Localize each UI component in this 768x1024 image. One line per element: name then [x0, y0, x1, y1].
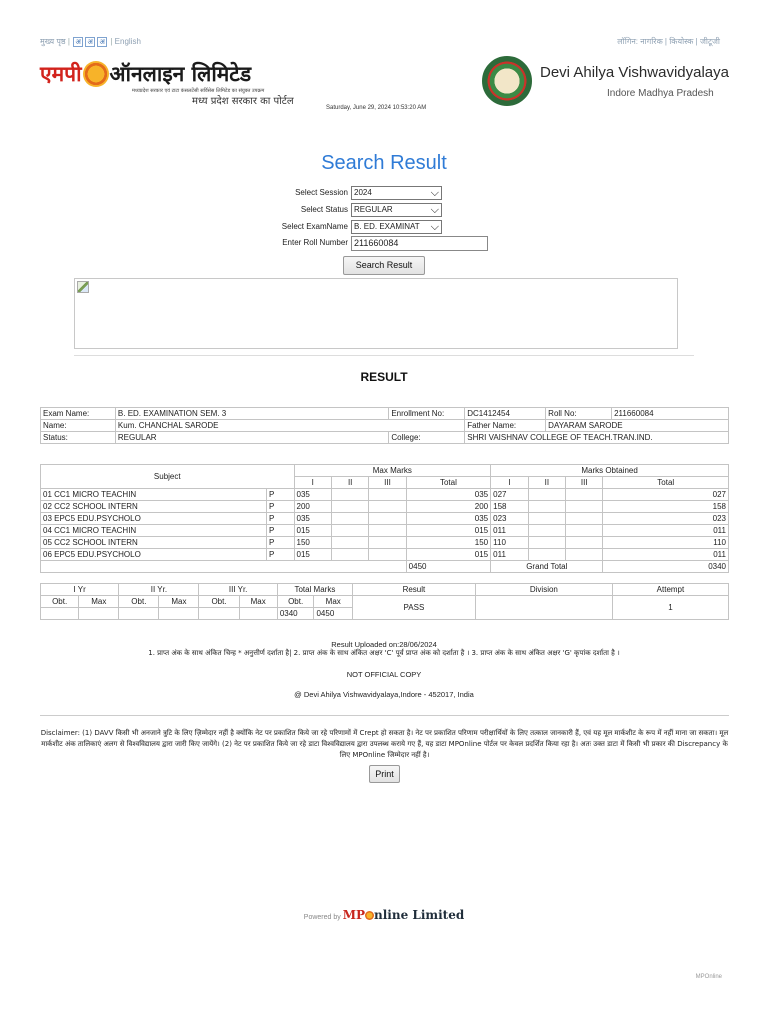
exam-label: Select ExamName	[281, 222, 348, 231]
max-i-cell: 150	[294, 537, 332, 549]
chevron-down-icon: ⌵	[430, 204, 439, 216]
not-official-copy: NOT OFFICIAL COPY	[346, 670, 422, 679]
division-header: Division	[475, 584, 612, 596]
type-cell: P	[266, 501, 294, 513]
grand-total-row	[41, 561, 729, 573]
search-result-button[interactable]: Search Result	[343, 256, 425, 275]
obt-i-cell: 158	[491, 501, 529, 513]
divider	[40, 715, 729, 716]
powered-by	[0, 908, 768, 922]
max-label: Max	[239, 596, 277, 608]
obt-i-cell: 023	[491, 513, 529, 525]
chevron-down-icon: ⌵	[430, 187, 439, 199]
exam-row	[0, 220, 768, 235]
blank-cell	[41, 561, 407, 573]
subject-cell: 04 CC1 MICRO TEACHIN	[41, 525, 267, 537]
blank-cell	[119, 608, 159, 620]
subject-cell: 01 CC1 MICRO TEACHIN	[41, 489, 267, 501]
exam-name-label: Exam Name:	[41, 408, 116, 420]
mponline-tagline: मध्यप्रदेश सरकार एवं टाटा कंसलटेंसी सर्विसेस लिमिटेड का संयुक्त उपक्रम	[132, 88, 265, 94]
broken-image-icon	[77, 281, 89, 293]
max-label: Max	[314, 596, 353, 608]
top-bar	[40, 36, 728, 48]
blank-cell	[159, 608, 199, 620]
max-marks-header: Max Marks	[294, 465, 491, 477]
third-year-header: III Yr.	[199, 584, 277, 596]
table-row	[41, 432, 729, 444]
page-title: Search Result	[321, 152, 447, 174]
obt-i-cell: 027	[491, 489, 529, 501]
table-header-row	[41, 465, 729, 477]
session-value: 2024	[354, 188, 372, 197]
max-iii-cell	[369, 501, 406, 513]
obt-ii-cell	[528, 501, 565, 513]
corner-brand: MPOnline	[695, 974, 722, 980]
brand-black-text: ऑनलाइन लिमिटेड	[109, 62, 252, 86]
obt-ii-cell	[528, 489, 565, 501]
blank-cell	[79, 608, 119, 620]
subject-cell: 02 CC2 SCHOOL INTERN	[41, 501, 267, 513]
max-ii-cell	[332, 537, 369, 549]
obt-iii-cell	[566, 537, 603, 549]
obt-label: Obt.	[277, 596, 314, 608]
exam-value: B. ED. EXAMINAT	[354, 222, 420, 231]
attempt-value: 1	[612, 596, 728, 620]
obt-ii-cell	[528, 549, 565, 561]
max-ii-cell	[332, 501, 369, 513]
blank-cell	[199, 608, 239, 620]
roll-number-input[interactable]: 211660084	[351, 236, 488, 251]
max-grand-total: 0450	[406, 561, 490, 573]
exam-name-value: B. ED. EXAMINATION SEM. 3	[115, 408, 388, 420]
home-link[interactable]: मुख्य पृष्ठ	[40, 37, 66, 46]
max-i-cell: 015	[294, 525, 332, 537]
father-value: DAYARAM SARODE	[546, 420, 729, 432]
status-label: Select Status	[300, 205, 348, 214]
table-row	[41, 537, 729, 549]
max-ii-header: II	[332, 477, 369, 489]
total-max-value: 0450	[314, 608, 353, 620]
sun-emblem-icon	[83, 61, 109, 87]
max-total-header: Total	[406, 477, 490, 489]
font-increase-button[interactable]: अ	[97, 37, 107, 47]
table-row	[41, 525, 729, 537]
print-button[interactable]: Print	[369, 765, 400, 783]
college-value: SHRI VAISHNAV COLLEGE OF TEACH.TRAN.IND.	[465, 432, 729, 444]
exam-select[interactable]	[351, 220, 442, 234]
obt-total-cell: 027	[603, 489, 729, 501]
type-cell: P	[266, 525, 294, 537]
obt-iii-cell	[566, 513, 603, 525]
obt-total-cell: 011	[603, 549, 729, 561]
font-normal-button[interactable]: अ	[85, 37, 95, 47]
name-label: Name:	[41, 420, 116, 432]
mponline-o-icon	[365, 911, 374, 920]
table-row	[41, 549, 729, 561]
obt-label: Obt.	[119, 596, 159, 608]
top-bar-left: मुख्य पृष्ठ | अ अ अ | English	[40, 37, 141, 46]
division-value	[475, 596, 612, 620]
max-iii-cell	[369, 489, 406, 501]
max-label: Max	[79, 596, 119, 608]
status-label: Status:	[41, 432, 116, 444]
max-total-cell: 015	[406, 525, 490, 537]
table-row	[41, 513, 729, 525]
obt-iii-cell	[566, 549, 603, 561]
obt-total-header: Total	[603, 477, 729, 489]
second-year-header: II Yr.	[119, 584, 199, 596]
session-select[interactable]	[351, 186, 442, 200]
university-name: Devi Ahilya Vishwavidyalaya	[540, 64, 729, 81]
table-header-row	[41, 584, 729, 596]
max-ii-cell	[332, 525, 369, 537]
table-subheader-row	[41, 596, 729, 608]
obt-i-cell: 110	[491, 537, 529, 549]
chevron-down-icon: ⌵	[430, 221, 439, 233]
max-total-cell: 015	[406, 549, 490, 561]
login-links[interactable]: लॉगिन: नागरिक | कियोस्क | जीटूजी	[617, 37, 720, 46]
obt-ii-cell	[528, 513, 565, 525]
enrollment-label: Enrollment No:	[389, 408, 465, 420]
obt-label: Obt.	[41, 596, 79, 608]
table-row	[41, 420, 729, 432]
obt-i-cell: 011	[491, 549, 529, 561]
university-emblem-icon	[482, 56, 532, 106]
roll-label: Enter Roll Number	[282, 238, 348, 247]
subject-cell: 05 CC2 SCHOOL INTERN	[41, 537, 267, 549]
mponline-portal-text: मध्य प्रदेश सरकार का पोर्टल	[192, 96, 294, 107]
obt-ii-cell	[528, 537, 565, 549]
subject-cell: 06 EPC5 EDU.PSYCHOLO	[41, 549, 267, 561]
university-location: Indore Madhya Pradesh	[607, 88, 714, 99]
table-row	[41, 501, 729, 513]
total-obtained-value: 0340	[277, 608, 314, 620]
obt-total-cell: 158	[603, 501, 729, 513]
obt-i-cell: 011	[491, 525, 529, 537]
obt-iii-cell	[566, 489, 603, 501]
max-iii-cell	[369, 549, 406, 561]
max-i-cell: 035	[294, 489, 332, 501]
max-total-cell: 035	[406, 489, 490, 501]
max-ii-cell	[332, 513, 369, 525]
first-year-header: I Yr	[41, 584, 119, 596]
grand-total-label: Grand Total	[491, 561, 603, 573]
type-cell: P	[266, 537, 294, 549]
type-cell: P	[266, 489, 294, 501]
powered-by-label: Powered by	[303, 914, 341, 921]
marks-notes: 1. प्राप्त अंक के साथ अंकित चिन्ह * अनुत्तीर्ण दर्शाता है| 2. प्राप्त अंक के साथ अंकित अक्षर 'C' पूर्व प्राप्त अंक को दर्शाता है । 3. प्राप्त अंक के साथ अंकित अक्षर 'G' कृपांक दर्शाता है ।	[148, 649, 620, 657]
banner-image-placeholder	[74, 278, 678, 349]
davv-logo	[482, 56, 732, 112]
divider	[74, 355, 694, 356]
obt-iii-cell	[566, 501, 603, 513]
max-i-cell: 200	[294, 501, 332, 513]
result-header: Result	[352, 584, 475, 596]
type-cell: P	[266, 549, 294, 561]
max-iii-cell	[369, 537, 406, 549]
mponline-brand	[40, 60, 251, 88]
max-i-cell: 035	[294, 513, 332, 525]
student-info-table	[40, 407, 729, 444]
subject-cell: 03 EPC5 EDU.PSYCHOLO	[41, 513, 267, 525]
table-row	[41, 408, 729, 420]
status-row	[0, 203, 768, 218]
max-i-header: I	[294, 477, 332, 489]
obt-total-cell: 023	[603, 513, 729, 525]
marks-obtained-header: Marks Obtained	[491, 465, 729, 477]
font-decrease-button[interactable]: अ	[73, 37, 83, 47]
obt-iii-header: III	[566, 477, 603, 489]
max-iii-header: III	[369, 477, 406, 489]
status-value: REGULAR	[115, 432, 388, 444]
status-select[interactable]	[351, 203, 442, 217]
disclaimer-text: Disclaimer: (1) DAVV किसी भी अनजाने त्रुटि के लिए ज़िम्मेदार नहीं है क्योंकि नेट पर प्रकाशित किये जा रहे परिणामों में Crept हो सकता है। नेट पर प्रकाशित परिणाम परीक्षार्थियों के लिए तत्काल जानकारी हैं, एवं यह मूल मार्कशीट के रूप में नहीं माना जा सकता। मूल मार्कशीट अंक तालिकाएं अलग से विश्वविद्यालय द्वारा जारी किए जायेंगे। (2) नेट पर प्रकाशित किये जा रहे डाटा विश्वविद्यालय द्वारा उपलब्ध कराये गए हैं, यह डाटा MPOnline पोर्टल पर केवल प्रदर्शित किया रहा है। अतः उक्त डाटा में किसी भी प्रकार की Discrepancy के लिए MPOnline जिम्मेदार नहीं है।	[40, 729, 729, 759]
obt-label: Obt.	[199, 596, 239, 608]
max-iii-cell	[369, 525, 406, 537]
mponline-logo[interactable]	[40, 60, 300, 112]
max-ii-cell	[332, 549, 369, 561]
max-total-cell: 200	[406, 501, 490, 513]
roll-no-label: Roll No:	[546, 408, 612, 420]
max-label: Max	[159, 596, 199, 608]
status-value: REGULAR	[354, 205, 393, 214]
max-total-cell: 150	[406, 537, 490, 549]
enrollment-value: DC1412454	[465, 408, 546, 420]
max-iii-cell	[369, 513, 406, 525]
obt-ii-header: II	[528, 477, 565, 489]
blank-cell	[41, 608, 79, 620]
session-label: Select Session	[295, 188, 348, 197]
college-label: College:	[389, 432, 465, 444]
subject-header: Subject	[41, 465, 295, 489]
obt-i-header: I	[491, 477, 529, 489]
type-cell: P	[266, 513, 294, 525]
current-datetime: Saturday, June 29, 2024 10:53:20 AM	[326, 105, 427, 111]
summary-table	[40, 583, 729, 620]
obt-iii-cell	[566, 525, 603, 537]
table-row	[41, 489, 729, 501]
grand-total-value: 0340	[603, 561, 729, 573]
obt-total-cell: 011	[603, 525, 729, 537]
max-i-cell: 015	[294, 549, 332, 561]
session-row	[0, 186, 768, 201]
powered-online-text: nline Limited	[374, 908, 465, 922]
powered-mp-text: MP	[342, 908, 366, 922]
roll-row	[0, 236, 768, 251]
obt-ii-cell	[528, 525, 565, 537]
blank-cell	[239, 608, 277, 620]
result-heading: RESULT	[360, 370, 408, 384]
roll-no-value: 211660084	[612, 408, 729, 420]
marks-table	[40, 464, 729, 573]
total-marks-header: Total Marks	[277, 584, 352, 596]
brand-red-text: एमपी	[40, 62, 82, 86]
upload-date: Result Uploaded on:28/06/2024	[331, 640, 437, 649]
english-link[interactable]: English	[114, 37, 141, 46]
max-total-cell: 035	[406, 513, 490, 525]
father-label: Father Name:	[465, 420, 546, 432]
max-ii-cell	[332, 489, 369, 501]
university-address: @ Devi Ahilya Vishwavidyalaya,Indore - 452017, India	[294, 690, 474, 699]
attempt-header: Attempt	[612, 584, 728, 596]
obt-total-cell: 110	[603, 537, 729, 549]
name-value: Kum. CHANCHAL SARODE	[115, 420, 464, 432]
result-value: PASS	[352, 596, 475, 620]
